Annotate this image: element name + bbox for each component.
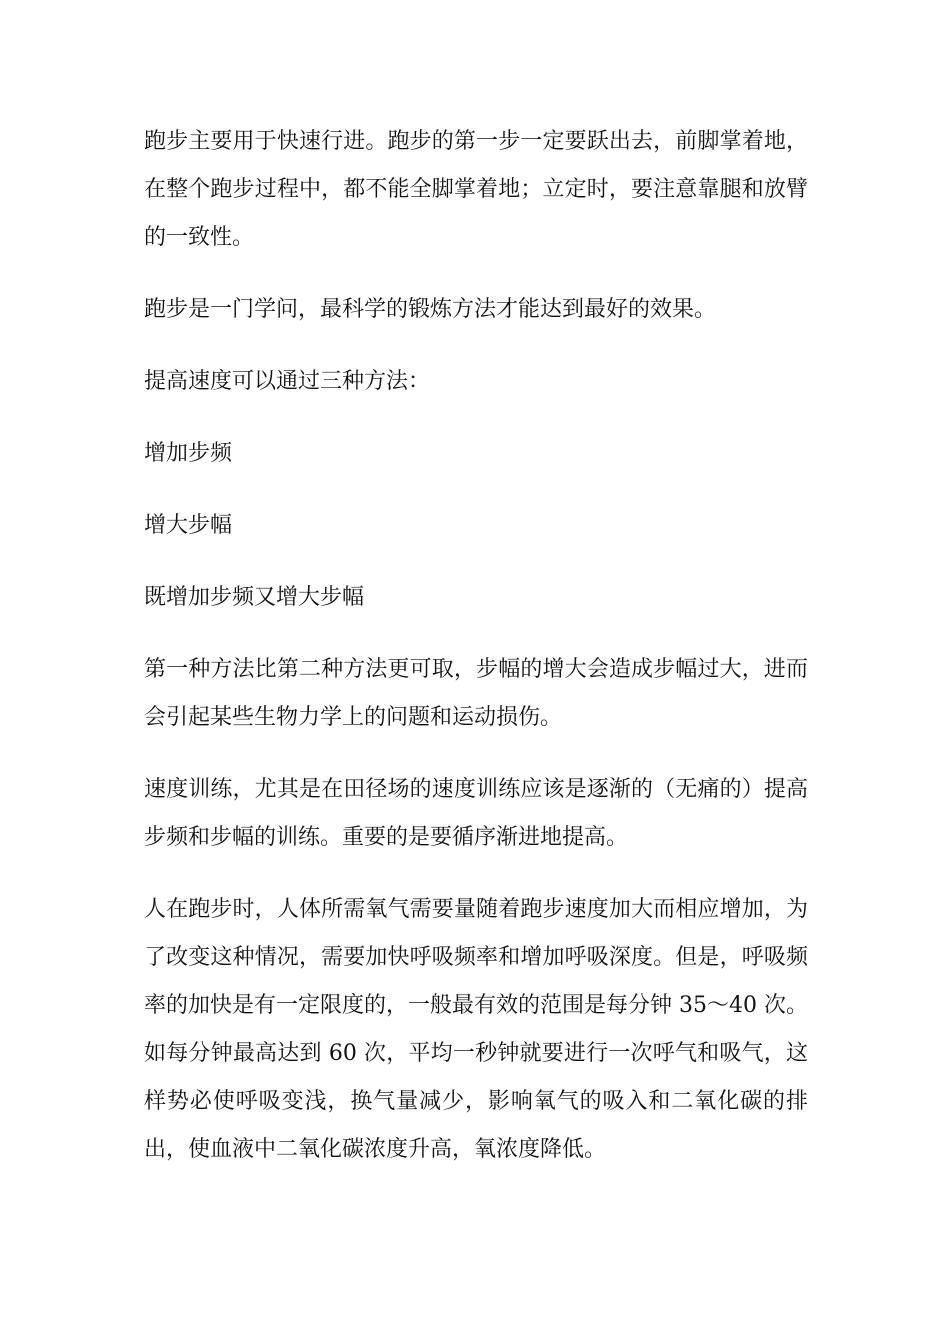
paragraph-running-science: 跑步是一门学问，最科学的锻炼方法才能达到最好的效果。	[144, 297, 717, 322]
list-item-method-3: 既增加步频又增大步幅	[144, 585, 365, 610]
paragraph-speed-methods-intro: 提高速度可以通过三种方法：	[144, 369, 431, 394]
paragraph-speed-training: 速度训练，尤其是在田径场的速度训练应该是逐渐的（无痛的）提高步频和步幅的训练。重要的是要循序渐进地提高。	[144, 777, 808, 850]
list-item-method-2: 增大步幅	[144, 513, 233, 538]
list-item-method-1: 增加步频	[144, 441, 233, 466]
paragraph-breathing: 人在跑步时，人体所需氧气需要量随着跑步速度加大而相应增加，为了改变这种情况，需要加快呼吸频率和增加呼吸深度。但是，呼吸频率的加快是有一定限度的，一般最有效的范围是每分钟 35～40 次。如每分钟最高达到 60 次，平均一秒钟就要进行一次呼气和吸气，这样势必使呼吸变浅，换气量减少，影响氧气的吸入和二氧化碳的排出，使血液中二氧化碳浓度升高，氧浓度降低。	[144, 897, 808, 1162]
paragraph-running-basics: 跑步主要用于快速行进。跑步的第一步一定要跃出去，前脚掌着地，在整个跑步过程中，都不能全脚掌着地；立定时，要注意靠腿和放臂的一致性。	[144, 129, 808, 250]
document-body	[144, 118, 808, 1198]
paragraph-method-comparison: 第一种方法比第二种方法更可取，步幅的增大会造成步幅过大，进而会引起某些生物力学上的问题和运动损伤。	[144, 657, 808, 730]
